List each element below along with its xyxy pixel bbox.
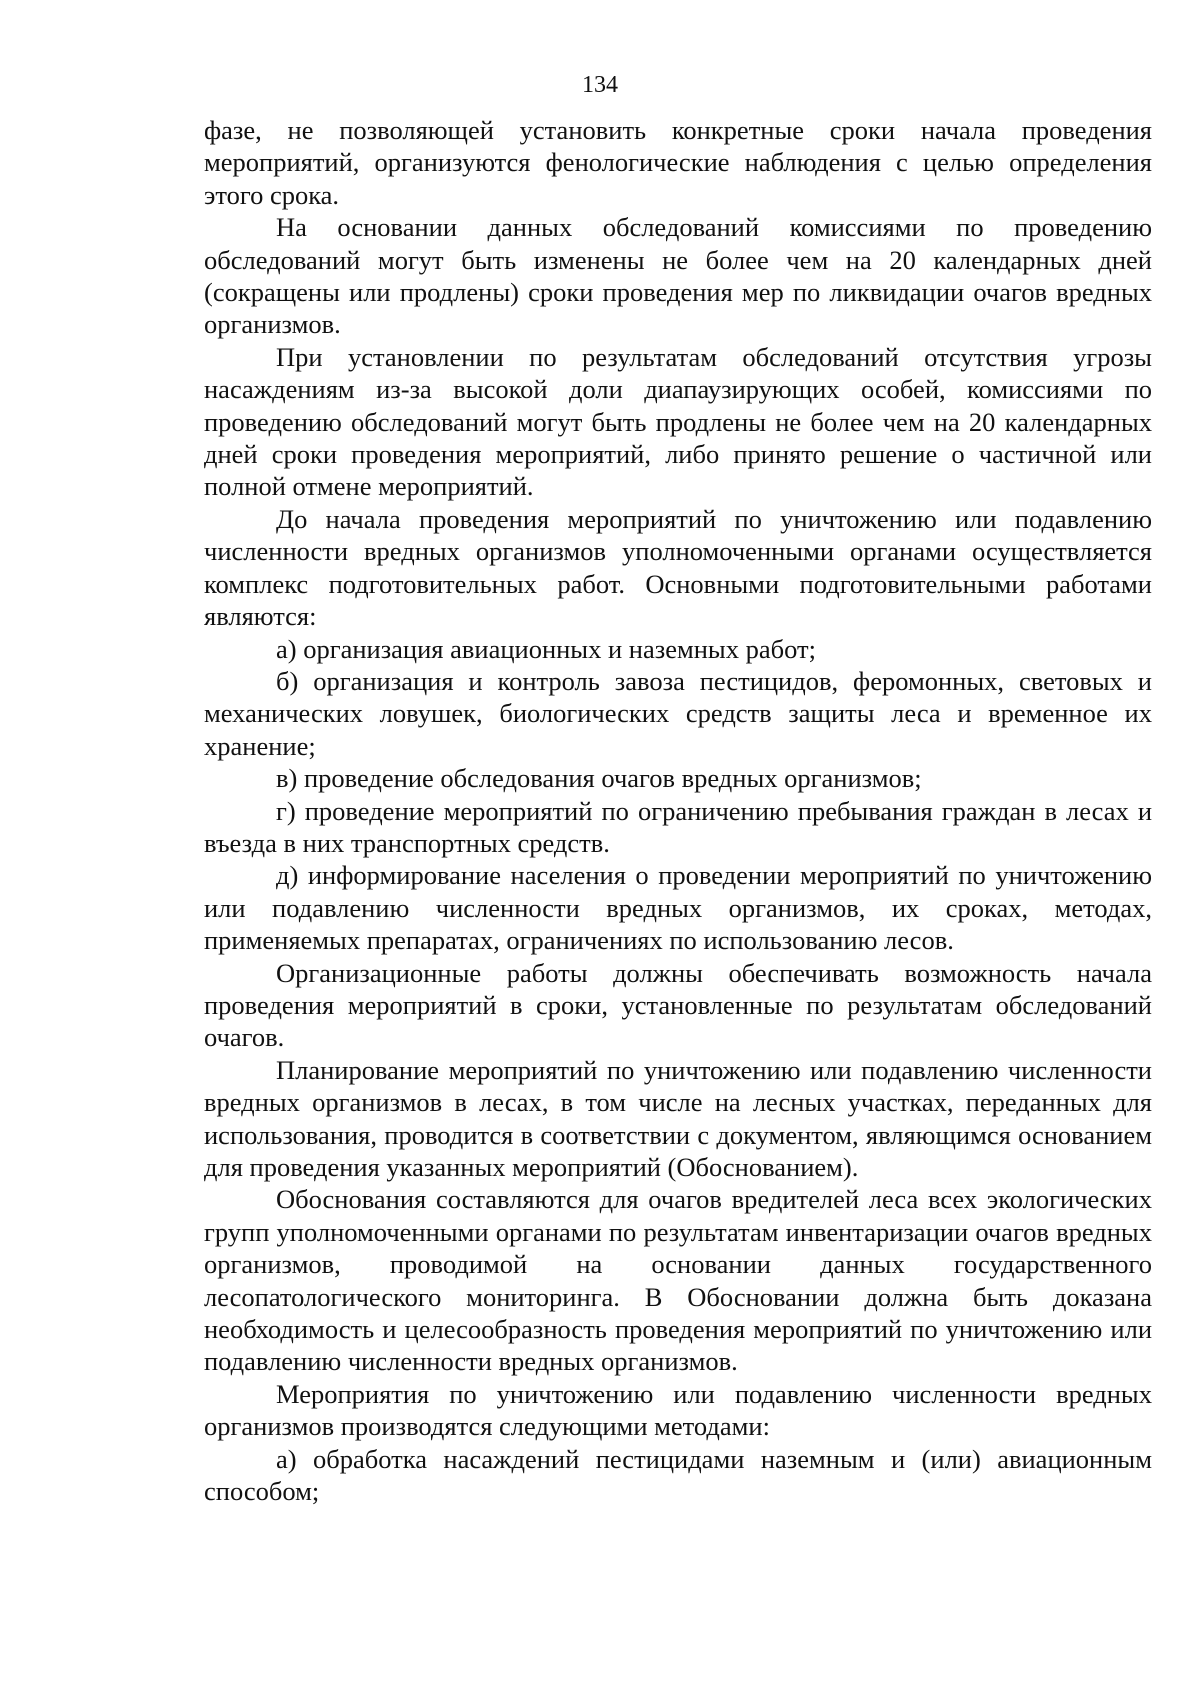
paragraph-6: б) организация и контроль завоза пестицидов, феромонных, световых и механических ловушек, биологических средств защиты леса и временное их хранение; [204, 665, 1152, 761]
paragraph-2: На основании данных обследований комиссиями по проведению обследований могут быть изменены не более чем на 20 календарных дней (сокращены или продлены) сроки проведения мер по ликвидации очагов вредных организмов. [204, 212, 1152, 340]
paragraph-3: При установлении по результатам обследований отсутствия угрозы насаждениям из-за высокой доли диапаузирующих особей, комиссиями по проведению обследований могут быть продлены не более чем на 20 календарных дней сроки проведения мероприятий, либо принято решение о частичной или полной отмене мероприятий. [204, 341, 1152, 502]
paragraph-7: в) проведение обследования очагов вредных организмов; [276, 763, 922, 794]
paragraph-13: Мероприятия по уничтожению или подавлению численности вредных организмов производятся следующими методами: [204, 1378, 1152, 1442]
page-number: 134 [582, 72, 618, 98]
paragraph-1: фазе, не позволяющей установить конкретные сроки начала проведения мероприятий, организуются фенологические наблюдения с целью определения этого срока. [204, 115, 1152, 210]
document-body [204, 114, 1152, 1507]
paragraph-11: Планирование мероприятий по уничтожению или подавлению численности вредных организмов в лесах, в том числе на лесных участках, переданных для использования, проводится в соответствии с документом, являющимся основанием для проведения указанных мероприятий (Обоснованием). [204, 1054, 1152, 1182]
paragraph-14: а) обработка насаждений пестицидами наземным и (или) авиационным способом; [204, 1443, 1152, 1507]
paragraph-12: Обоснования составляются для очагов вредителей леса всех экологических групп уполномоченными органами по результатам инвентаризации очагов вредных организмов, проводимой на основании данных государственного лесопатологического мониторинга. В Обосновании должна быть доказана необходимость и целесообразность проведения мероприятий по уничтожению или подавлению численности вредных организмов. [204, 1184, 1152, 1377]
paragraph-8: г) проведение мероприятий по ограничению пребывания граждан в лесах и въезда в них транспортных средств. [204, 795, 1152, 858]
paragraph-10: Организационные работы должны обеспечивать возможность начала проведения мероприятий в сроки, установленные по результатам обследований очагов. [204, 957, 1152, 1053]
paragraph-4: До начала проведения мероприятий по уничтожению или подавлению численности вредных организмов уполномоченными органами осуществляется комплекс подготовительных работ. Основными подготовительными работами являются: [204, 503, 1152, 632]
paragraph-9: д) информирование населения о проведении мероприятий по уничтожению или подавлению численности вредных организмов, их сроках, методах, применяемых препаратах, ограничениях по использованию лесов. [204, 860, 1152, 956]
paragraph-5: а) организация авиационных и наземных работ; [276, 633, 816, 664]
